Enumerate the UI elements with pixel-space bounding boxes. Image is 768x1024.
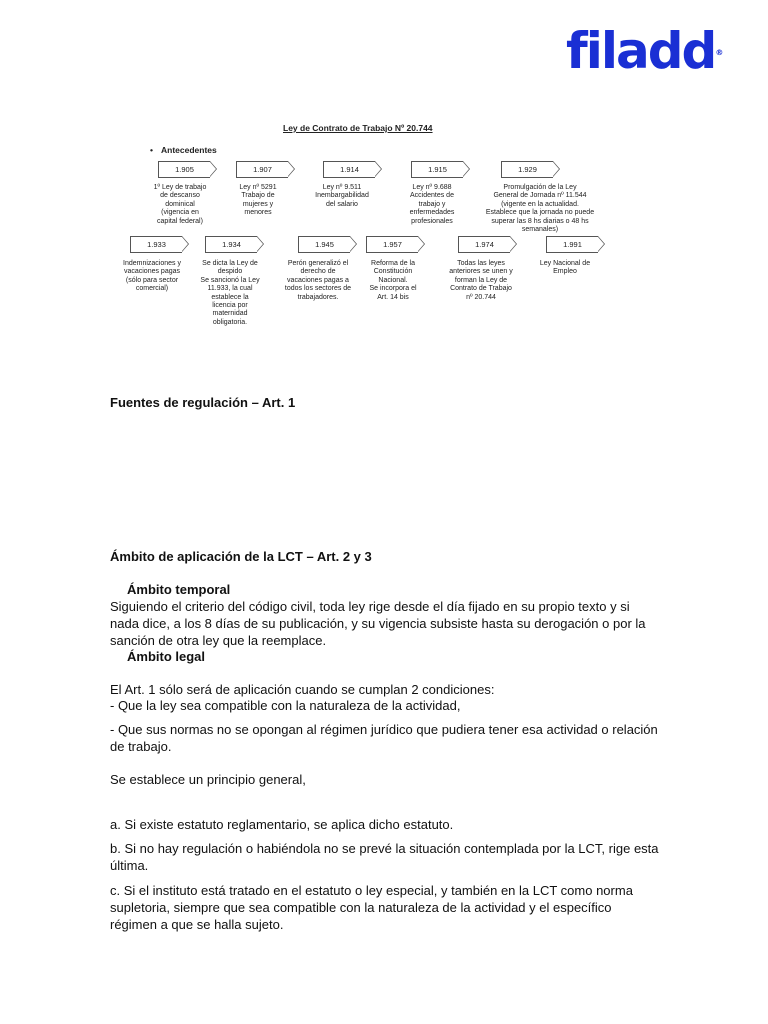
heading-ambito-temporal: Ámbito temporal	[127, 582, 231, 597]
timeline-row2-desc-1: Se dicta la Ley de despido Se sancionó la Ley 11.933, la cual establece la licencia por maternidad obligatoria.	[200, 260, 260, 326]
timeline-row2-year-1: 1.934	[205, 236, 257, 253]
timeline-row2-year-0: 1.933	[130, 236, 182, 253]
list-item: a. Si existe estatuto reglamentario, se aplica dicho estatuto.	[110, 817, 454, 832]
timeline-row1-year-3: 1.915	[411, 161, 463, 178]
timeline-row1-desc-1: Ley nº 5291 Trabajo de mujeres y menores	[239, 184, 277, 217]
list-item: c. Si el instituto está tratado en el estatuto o ley especial, y también en la LCT como norma	[110, 883, 633, 898]
heading-fuentes: Fuentes de regulación – Art. 1	[110, 395, 296, 410]
timeline-row1-year-2: 1.914	[323, 161, 375, 178]
antecedentes-heading: • Antecedentes	[150, 145, 217, 155]
timeline-row1-year-1: 1.907	[236, 161, 288, 178]
timeline-row1-year-0: 1.905	[158, 161, 210, 178]
timeline-row1-desc-4: Promulgación de la Ley General de Jornada nº 11.544 (vigente en la actualidad. Establece que la jornada no puede superar las 8 hs diarias o 48 hs semanales)	[485, 184, 595, 234]
timeline-title: Ley de Contrato de Trabajo Nº 20.744	[283, 123, 433, 133]
timeline-row2-year-2: 1.945	[298, 236, 350, 253]
timeline-row1-desc-2: Ley nº 9.511 Inembargabilidad del salario	[315, 184, 369, 208]
timeline-row2-year-3: 1.957	[366, 236, 418, 253]
list-item: última.	[110, 858, 149, 873]
timeline-row1-year-4: 1.929	[501, 161, 553, 178]
timeline-row2-desc-3: Reforma de la Constitución Nacional. Se incorpora el Art. 14 bis	[369, 260, 417, 301]
paragraph-line: nada dice, a los 8 días de su publicación, y su vigencia subsiste hasta su derogación o por la	[110, 616, 646, 631]
list-item: de trabajo.	[110, 739, 172, 754]
list-item: régimen a que se halla sujeto.	[110, 917, 284, 932]
list-item: - Que la ley sea compatible con la naturaleza de la actividad,	[110, 698, 461, 713]
paragraph-line: sanción de otra ley que la reemplace.	[110, 633, 327, 648]
list-item: supletoria, siempre que sea compatible con la naturaleza de la actividad y el específico	[110, 900, 612, 915]
timeline-row2-desc-4: Todas las leyes anteriores se unen y forman la Ley de Contrato de Trabajo nº 20.744	[449, 260, 513, 301]
timeline-row2-desc-5: Ley Nacional de Empleo	[539, 260, 591, 276]
list-item: - Que sus normas no se opongan al régimen jurídico que pudiera tener esa actividad o relación	[110, 722, 658, 737]
paragraph-line: Se establece un principio general,	[110, 772, 306, 787]
filadd-logo: filadd ®	[566, 22, 724, 80]
list-item: b. Si no hay regulación o habiéndola no se prevé la situación contemplada por la LCT, rige esta	[110, 841, 659, 856]
timeline-row1-desc-3: Ley nº 9.688 Accidentes de trabajo y enfermedades profesionales	[409, 184, 455, 225]
heading-ambito-legal: Ámbito legal	[127, 649, 206, 664]
timeline-row1-desc-0: 1º Ley de trabajo de descanso dominical (vigencia en capital federal)	[153, 184, 207, 225]
heading-ambito: Ámbito de aplicación de la LCT – Art. 2 y 3	[110, 549, 372, 564]
timeline-row2-year-5: 1.991	[546, 236, 598, 253]
timeline-row2-year-4: 1.974	[458, 236, 510, 253]
paragraph-line: Siguiendo el criterio del código civil, toda ley rige desde el día fijado en su propio texto y si	[110, 599, 630, 614]
timeline-row2-desc-0: Indemnizaciones y vacaciones pagas (sólo para sector comercial)	[123, 260, 181, 293]
timeline-row2-desc-2: Perón generalizó el derecho de vacaciones pagas a todos los sectores de trabajadores.	[284, 260, 352, 301]
paragraph-line: El Art. 1 sólo será de aplicación cuando se cumplan 2 condiciones:	[110, 682, 495, 697]
